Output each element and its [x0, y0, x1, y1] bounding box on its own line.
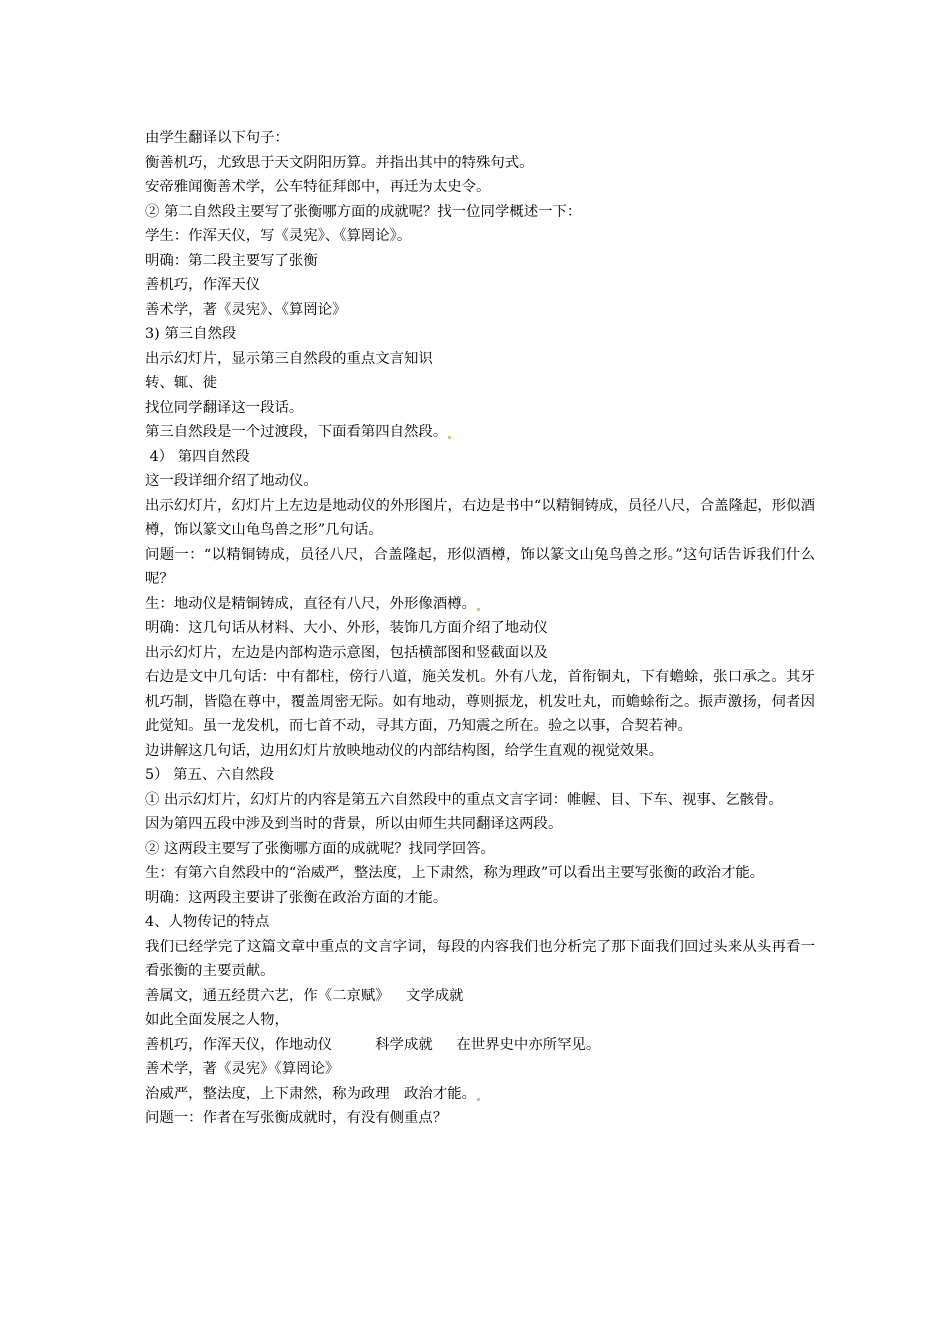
- paragraph: 衡善机巧，尤致思于天文阴阳历算。并指出其中的特殊句式。: [145, 154, 534, 171]
- paragraph: 这一段详细介绍了地动仪。: [145, 473, 318, 489]
- paragraph: 找位同学翻译这一段话。: [145, 399, 304, 416]
- section-heading: 4、人物传记的特点: [145, 914, 270, 930]
- paragraph: 出示幻灯片，左边是内部构造示意图，包括横部图和竖截面以及: [145, 644, 548, 661]
- paragraph: ② 这两段主要写了张衡哪方面的成就呢？找同学回答。: [145, 840, 495, 857]
- document-body: [145, 126, 815, 1131]
- paragraph: [145, 420, 815, 445]
- paragraph: 明确：这两段主要讲了张衡在政治方面的才能。: [145, 889, 448, 906]
- paragraph: 转、辄、徙: [145, 375, 217, 391]
- paragraph: 生：有第六自然段中的“治威严，整法度，上下肃然，称为理政”可以看出主要写张衡的政治才能。: [145, 865, 765, 881]
- paragraph: 出示幻灯片，幻灯片上左边是地动仪的外形图片，右边是书中“以精铜铸成，员径八尺，合盖隆起，形似酒樽，饰以篆文山龟鸟兽之形”几句话。: [145, 497, 815, 538]
- paragraph-text: 生：地动仪是精铜铸成，直径有八尺，外形像酒樽。: [145, 595, 476, 612]
- paragraph: 安帝雅闻衡善术学，公车特征拜郎中，再迁为太史令。: [145, 179, 491, 195]
- paragraph: ① 出示幻灯片，幻灯片的内容是第五六自然段中的重点文言字词：帷幄、目、下车、视事、乞骸骨。: [145, 791, 783, 808]
- paragraph: 边讲解这几句话，边用幻灯片放映地动仪的内部结构图，给学生直观的视觉效果。: [145, 742, 664, 759]
- paragraph: 明确：这几句话从材料、大小、外形，装饰几方面介绍了地动仪: [145, 620, 548, 636]
- section-heading: 5） 第五、六自然段: [145, 767, 274, 783]
- paragraph: 善术学，著《灵宪》、《算罔论》: [145, 301, 347, 318]
- paragraph-text: 治威严，整法度，上下肃然，称为政理 政治才能。: [145, 1085, 476, 1102]
- section-heading: 4） 第四自然段: [145, 448, 250, 465]
- paragraph: 问题一：“以精铜铸成，员径八尺，合盖隆起，形似酒樽，饰以篆文山兔鸟兽之形。”这句话告诉我们什么呢？: [145, 546, 815, 587]
- paragraph: 明确：第二段主要写了张衡: [145, 252, 318, 269]
- paragraph: 如此全面发展之人物，: [145, 1012, 289, 1028]
- paragraph: 我们已经学完了这篇文章中重点的文言字词，每段的内容我们也分析完了那下面我们回过头来从头再看一看张衡的主要贡献。: [145, 938, 815, 979]
- paragraph: ② 第二自然段主要写了张衡哪方面的成就呢？找一位同学概述一下：: [145, 203, 582, 220]
- paragraph: 出示幻灯片，显示第三自然段的重点文言知识: [145, 350, 433, 367]
- paragraph: 问题一：作者在写张衡成就时，有没有侧重点？: [145, 1110, 448, 1126]
- paragraph: [145, 1082, 815, 1107]
- section-heading: 3) 第三自然段: [145, 326, 237, 342]
- paragraph: 右边是文中几句话：中有都柱，傍行八道，施关发机。外有八龙，首衔铜丸，下有蟾蜍，张口承之。其牙机巧制，皆隐在尊中，覆盖周密无际。如有地动，尊则振龙，机发吐丸，而蟾蜍衔之。振声激扬，伺者因此觉知。虽一龙发机，而七首不动，寻其方面，乃知震之所在。验之以事，合契若神。: [145, 669, 815, 734]
- paragraph: 学生：作浑天仪，写《灵宪》、《算罔论》。: [145, 228, 412, 244]
- paragraph-text: 第三自然段是一个过渡段，下面看第四自然段。: [145, 424, 448, 440]
- paragraph: 善机巧，作浑天仪: [145, 277, 261, 293]
- paragraph: [145, 592, 815, 617]
- edit-mark-icon: [448, 436, 451, 439]
- paragraph: 善术学，著《灵宪》《算罔论》: [145, 1061, 340, 1077]
- paragraph: 因为第四五段中涉及到当时的背景，所以由师生共同翻译这两段。: [145, 816, 563, 832]
- paragraph: 善机巧，作浑天仪，作地动仪 科学成就 在世界史中亦所罕见。: [145, 1036, 601, 1053]
- edit-mark-icon: [477, 1098, 480, 1101]
- paragraph: 善属文，通五经贯六艺，作《二京赋》 文学成就: [145, 987, 464, 1004]
- edit-mark-icon: [477, 608, 480, 611]
- paragraph: 由学生翻译以下句子：: [145, 130, 289, 146]
